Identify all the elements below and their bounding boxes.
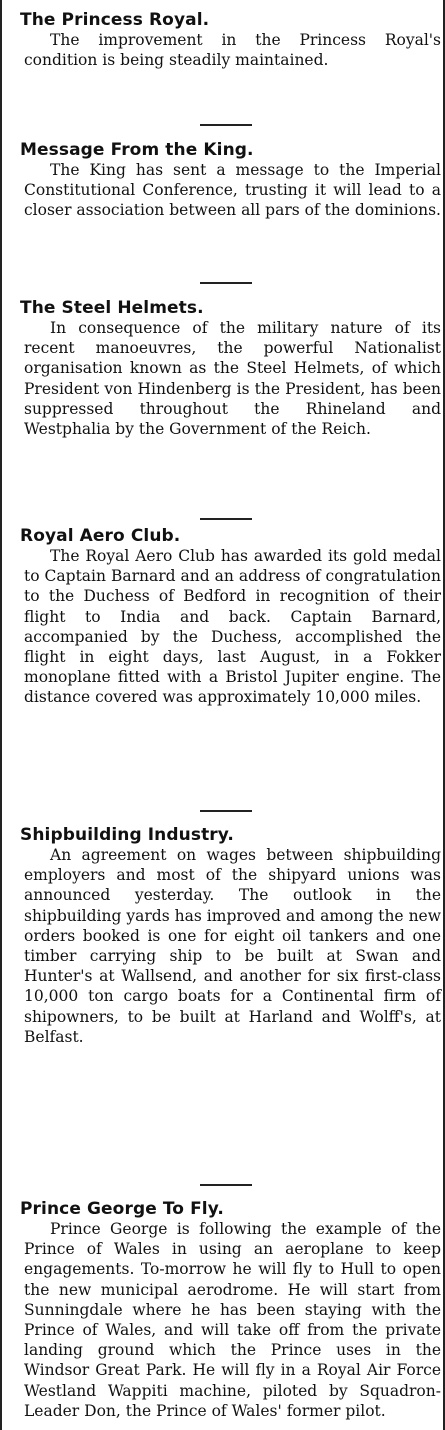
article-headline: Shipbuilding Industry. [20,825,234,845]
article-prince-george-to-fly [2,1199,445,1421]
article-headline: The Princess Royal. [20,10,210,30]
article-body: The improvement in the Princess Royal's condition is being steadily maintained. [24,31,441,70]
article-body: In consequence of the military nature of its recent manoeuvres, the powerful Nationalist organisation known as the Steel Helmets, of which President von Hindenberg is the President, has been suppressed throughout the Rhineland and Westphalia by the Government of the Reich. [24,319,441,439]
article-body: The Royal Aero Club has awarded its gold medal to Captain Barnard and an address of congratulation to the Duchess of Bedford in recognition of their flight to India and back. Captain Barnard, accompanied by the Duchess, accomplished the flight in eight days, last August, in a Fokker monoplane fitted with a Bristol Jupiter engine. The distance covered was approximately 10,000 miles. [24,547,441,707]
section-divider [200,124,252,126]
article-body: The King has sent a message to the Imperial Constitutional Conference, trusting it will lead to a closer association between all pars of the dominions. [24,161,441,220]
article-body: An agreement on wages between shipbuilding employers and most of the shipyard unions was announced yesterday. The outlook in the shipbuilding yards has improved and among the new orders booked is one for eight oil tankers and one timber carrying ship to be built at Swan and Hunter's at Wallsend, and another for six first-class 10,000 ton cargo boats for a Continental firm of shipowners, to be built at Harland and Wolff's, at Belfast. [24,846,441,1046]
article-royal-aero-club [2,526,445,708]
section-divider [200,282,252,284]
article-headline: Royal Aero Club. [20,526,181,546]
section-divider [200,1184,252,1186]
article-shipbuilding-industry [2,825,445,1047]
article-message-from-king [2,140,445,221]
section-divider [200,518,252,520]
article-headline: Message From the King. [20,140,254,160]
section-divider [200,810,252,812]
article-body: Prince George is following the example of the Prince of Wales in using an aeroplane to keep engagements. To-morrow he will fly to Hull to open the new municipal aerodrome. He will start from Sunningdale where he has been staying with the Prince of Wales, and will take off from the private landing ground which the Prince uses in the Windsor Great Park. He will fly in a Royal Air Force Westland Wappiti machine, piloted by Squadron-Leader Don, the Prince of Wales' former pilot. [24,1220,441,1420]
article-headline: The Steel Helmets. [20,298,204,318]
article-princess-royal [2,10,445,70]
article-headline: Prince George To Fly. [20,1199,224,1219]
article-steel-helmets [2,298,445,439]
